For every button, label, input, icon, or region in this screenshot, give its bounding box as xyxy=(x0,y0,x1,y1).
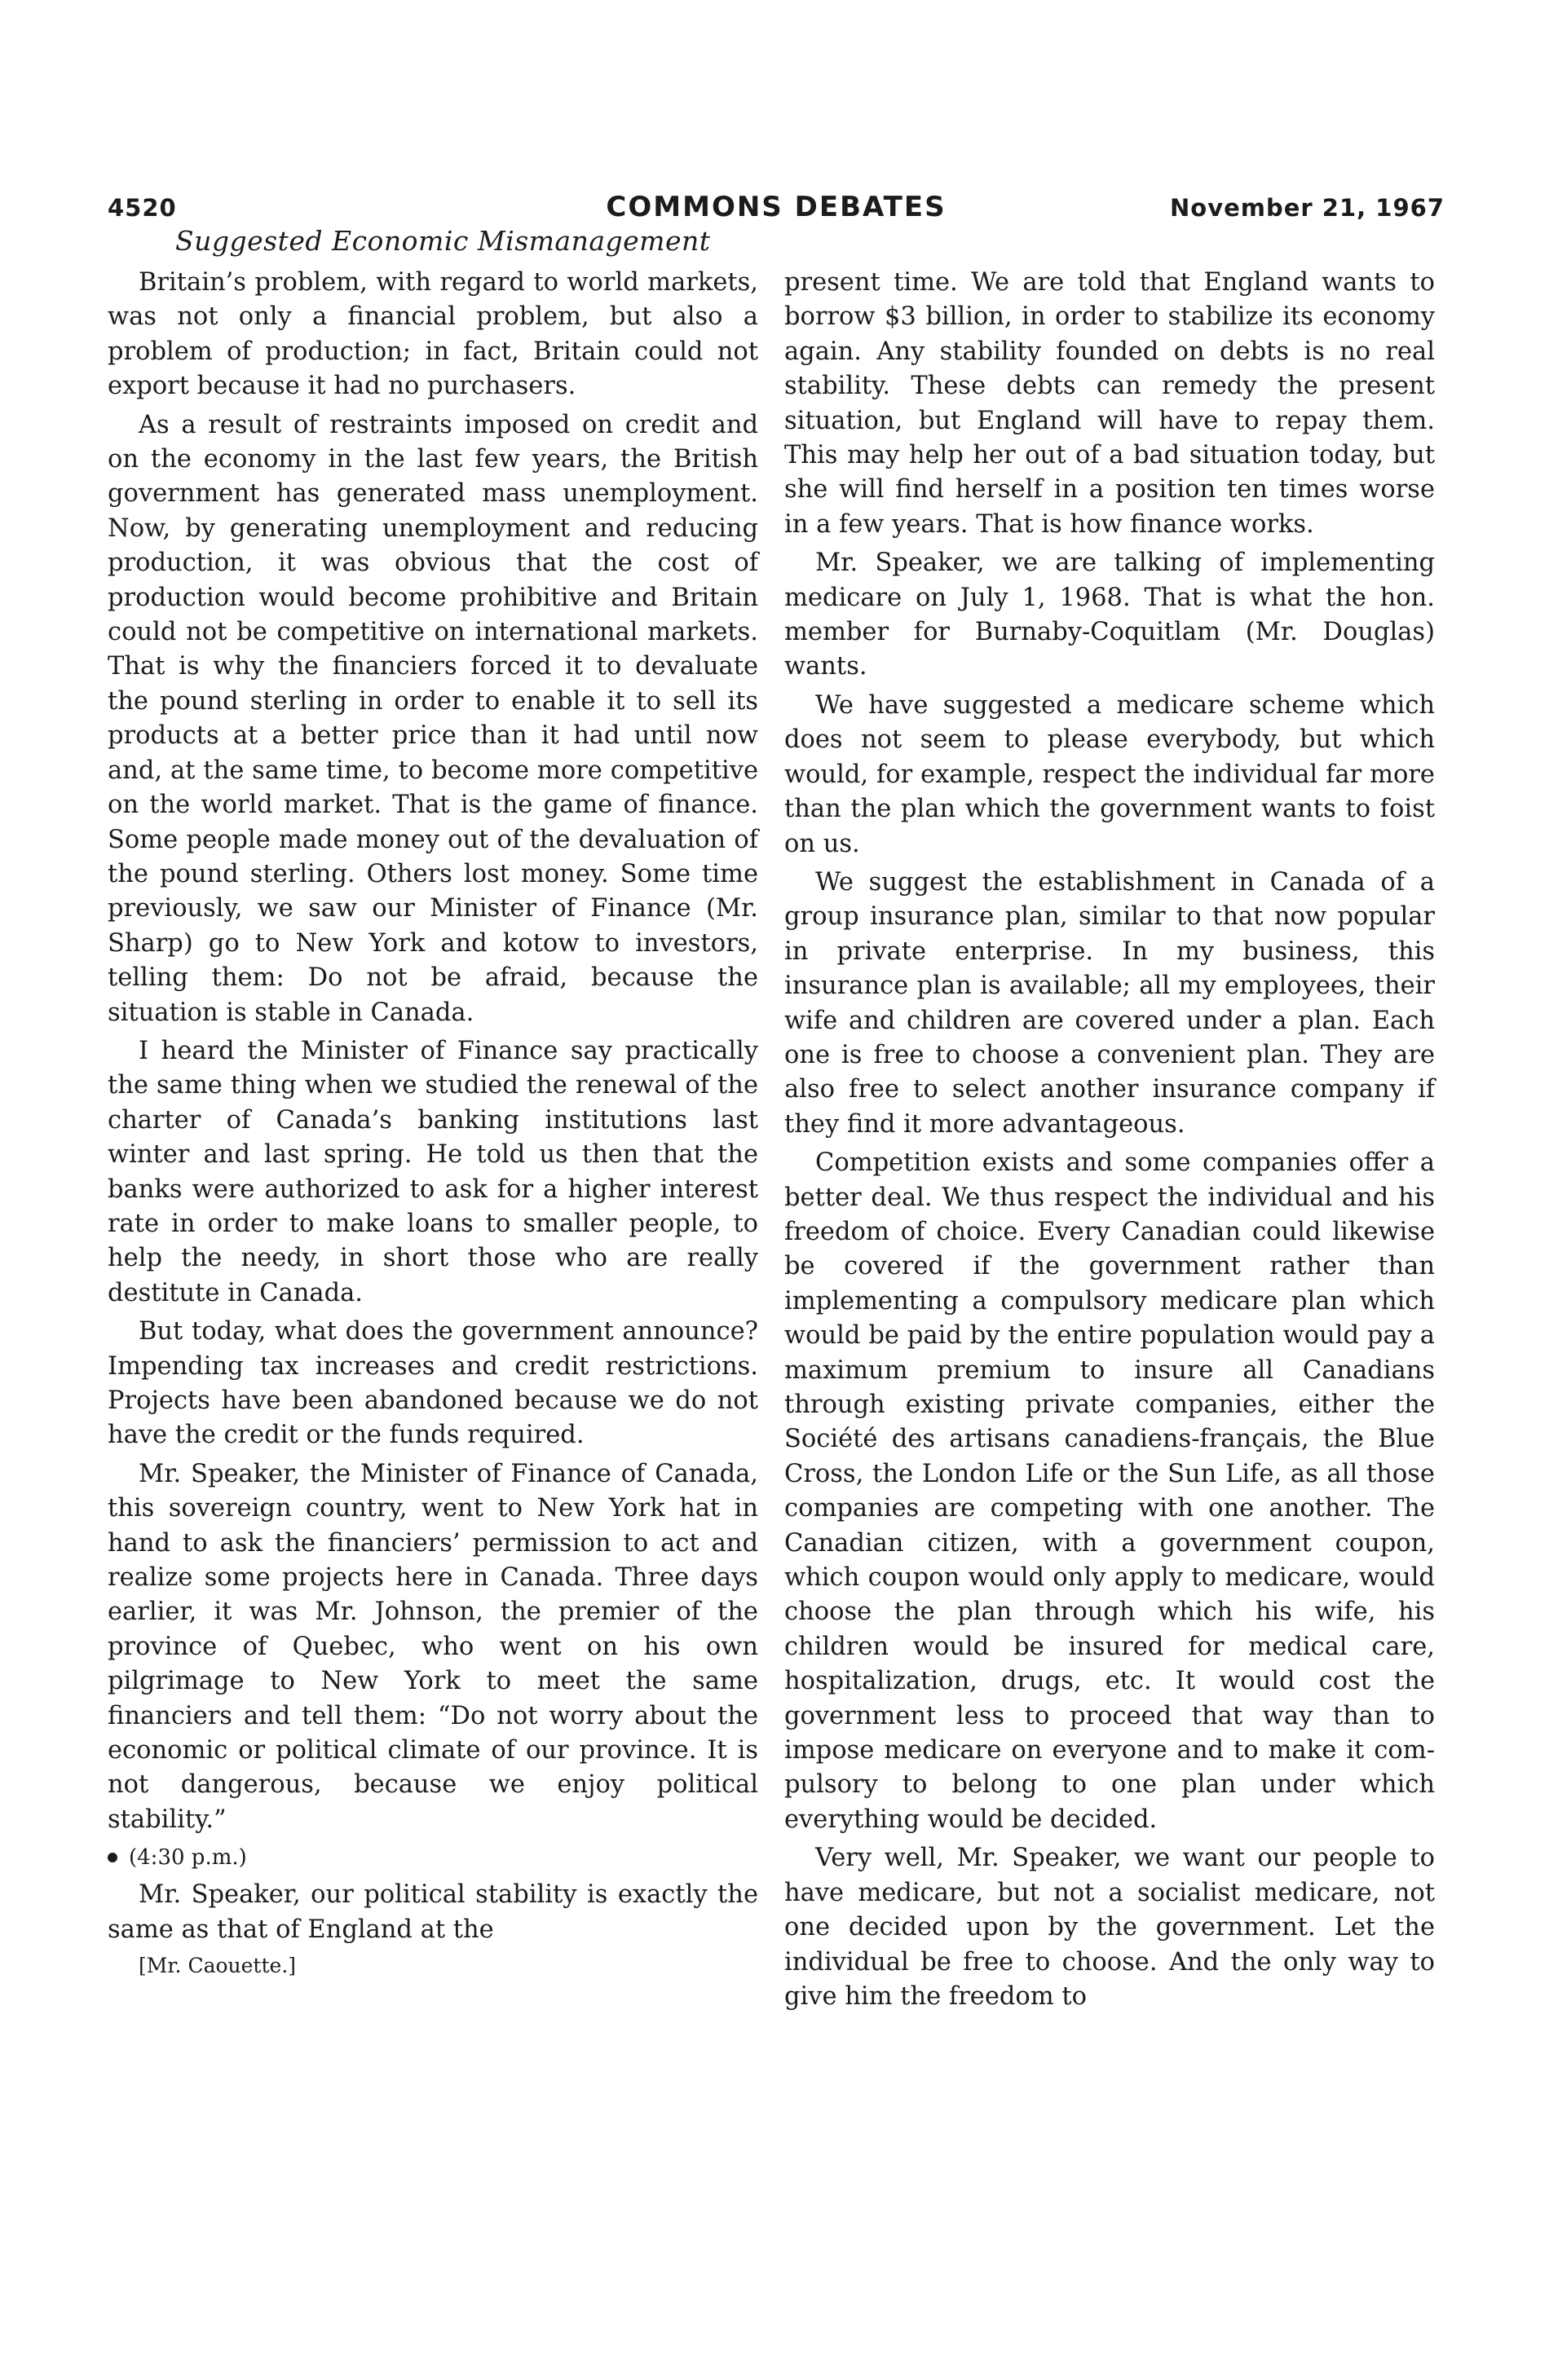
paragraph: I heard the Minister of Finance say practically the same thing when we studied the renewal of the charter of Canada’s banking institutions last winter and last spring. He told us then that the banks were authorized to ask for a higher interest rate in order to make loans to smaller people, to help the needy, in short those who are really destitute in Canada. xyxy=(108,1036,758,1307)
paragraph: present time. We are told that England wants to borrow $3 billion, in order to stabilize its economy again. Any stability founded on debts is no real stability. These debts can remedy the present situation, but England will have to repay them. This may help her out of a bad situation today, but she will find herself in a position ten times worse in a few years. That is how finance works. xyxy=(784,268,1435,539)
paragraph: But today, what does the government announce? Impending tax increases and credit restrictions. Projects have been abandoned because we do not have the credit or the funds required. xyxy=(108,1317,758,1450)
issue-date: November 21, 1967 xyxy=(1170,194,1445,222)
paragraph: We suggest the establishment in Canada of a group insurance plan, similar to that now popular in private enterprise. In my business, this insurance plan is available; all my employees, their wife and children are covered under a plan. Each one is free to choose a convenient plan. They are also free to select another insurance company if they find it more advantageous. xyxy=(784,867,1435,1139)
section-title: Suggested Economic Mismanagement xyxy=(175,225,711,257)
paragraph: Competition exists and some companies offer a better deal. We thus respect the individual and his freedom of choice. Every Canadian could likewise be covered if the government rather than implementing a compulsory medicare plan which would be paid by the entire population would pay a maximum premium to insure all Canadians through existing private companies, either the Société des artisans canadiens-français, the Blue Cross, the London Life or the Sun Life, as all those companies are competing with one another. The Canadian citizen, with a government coupon, which coupon would only apply to medicare, would choose the plan through which his wife, his children would be insured for medical care, hospitalization, drugs, etc. It would cost the government less to proceed that way than to impose medicare on everyone and to make it compulsory to belong to one plan under which everything would be decided. xyxy=(784,1148,1435,1834)
paragraph: Mr. Speaker, we are talking of implementing medicare on July 1, 1968. That is what the hon. member for Burnaby-Coquitlam (Mr. Douglas) wants. xyxy=(784,549,1435,681)
left-column xyxy=(108,266,758,1985)
timestamp: (4:30 p.m.) xyxy=(129,1845,247,1871)
page-number: 4520 xyxy=(108,194,177,222)
paragraph: Mr. Speaker, the Minister of Finance of Canada, this sovereign country, went to New York hat in hand to ask the financiers’ permission to act and realize some projects here in Canada. Three days earlier, it was Mr. Johnson, the premier of the province of Quebec, who went on his own pilgrimage to New York to meet the same financiers and tell them: “Do not worry about the economic or political climate of our province. It is not dangerous, because we enjoy political stability.” xyxy=(108,1459,758,1834)
publication-title: COMMONS DEBATES xyxy=(606,191,947,223)
bullet-icon xyxy=(108,1853,117,1862)
page-header xyxy=(108,186,1445,227)
speaker-tag: [Mr. Caouette.] xyxy=(139,1954,297,1978)
timestamp-line xyxy=(108,1841,758,1874)
paragraph: Very well, Mr. Speaker, we want our people to have medicare, but not a socialist medicare, not one decided upon by the government. Let the individual be free to choose. And the only way to give him the freedom to xyxy=(784,1844,1435,2011)
paragraph: Mr. Speaker, our political stability is exactly the same as that of England at the xyxy=(108,1880,758,1944)
right-column xyxy=(784,266,1435,2018)
paragraph: As a result of restraints imposed on credit and on the economy in the last few years, the British government has generated mass unemployment. Now, by generating unemployment and reducing production, it was obvious that the cost of production would become prohibitive and Britain could not be competitive on international markets. That is why the financiers forced it to devaluate the pound sterling in order to enable it to sell its products at a better price than it had until now and, at the same time, to become more competitive on the world market. That is the game of finance. Some people made money out of the devaluation of the pound sterling. Others lost money. Some time previously, we saw our Minister of Finance (Mr. Sharp) go to New York and kotow to investors, telling them: Do not be afraid, because the situation is stable in Canada. xyxy=(108,410,758,1027)
paragraph: Britain’s problem, with regard to world markets, was not only a financial problem, but also a problem of production; in fact, Britain could not export because it had no purchasers. xyxy=(108,268,758,401)
paragraph: We have suggested a medicare scheme which does not seem to please everybody, but which would, for example, respect the individual far more than the plan which the government wants to foist on us. xyxy=(784,690,1435,858)
